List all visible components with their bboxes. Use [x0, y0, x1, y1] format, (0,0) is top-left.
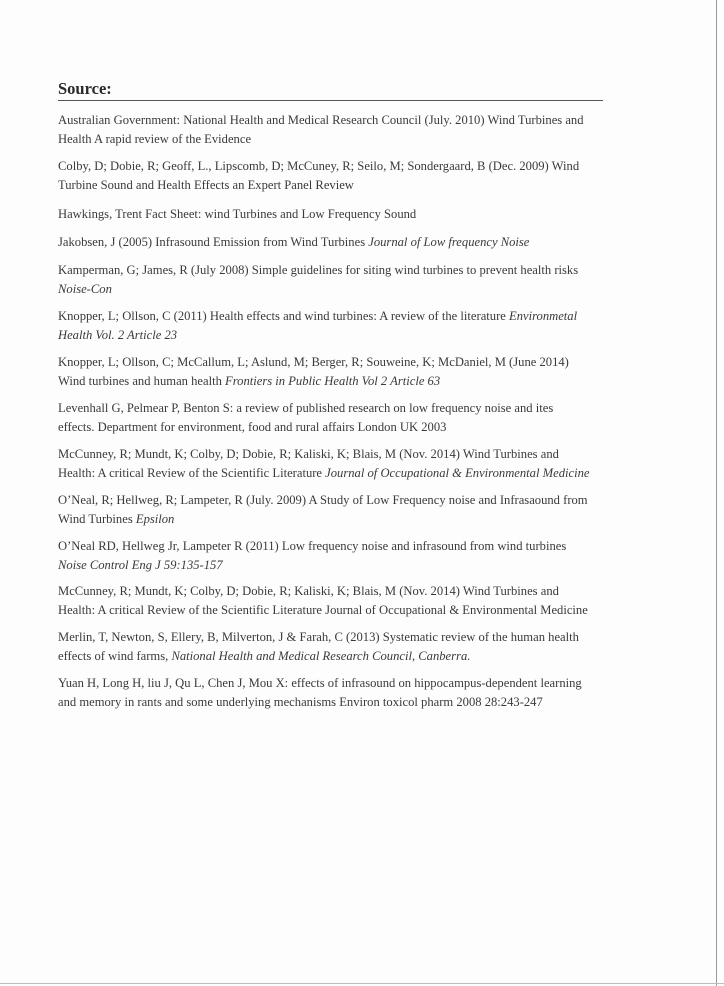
- reference-line: [58, 353, 569, 372]
- reference-line: [58, 372, 569, 391]
- reference-text: Jakobsen, J (2005) Infrasound Emission from Wind Turbines: [58, 235, 369, 249]
- reference-line: [58, 261, 578, 280]
- reference-entry: [58, 157, 579, 195]
- reference-entry: [58, 491, 588, 529]
- reference-line: [58, 399, 553, 418]
- reference-line: [58, 418, 553, 437]
- reference-text: McCunney, R; Mundt, K; Colby, D; Dobie, R; Kaliski, K; Blais, M (Nov. 2014) Wind Turbines and: [58, 447, 559, 461]
- reference-entry: [58, 628, 579, 666]
- reference-text: Wind turbines and human health: [58, 374, 226, 388]
- reference-text: and memory in rants and some underlying mechanisms Environ toxicol pharm 2008 28:243-247: [58, 695, 543, 709]
- reference-text: Health: A critical Review of the Scientific Literature Journal of Occupational & Environmental Medicine: [58, 603, 588, 617]
- reference-text: Knopper, L; Ollson, C (2011) Health effects and wind turbines: A review of the literature: [58, 309, 510, 323]
- reference-entry: [58, 674, 582, 712]
- reference-entry: [58, 399, 553, 437]
- reference-line: [58, 445, 589, 464]
- reference-line: [58, 556, 566, 575]
- reference-line: [58, 157, 579, 176]
- reference-source-italic: Epsilon: [135, 512, 175, 526]
- reference-line: [58, 280, 578, 299]
- reference-line: [58, 111, 584, 130]
- reference-text: Wind Turbines: [58, 512, 136, 526]
- reference-entry: [58, 261, 578, 299]
- reference-text: Merlin, T, Newton, S, Ellery, B, Milverton, J & Farah, C (2013) Systematic review of the human health: [58, 630, 579, 644]
- reference-line: [58, 326, 577, 345]
- reference-line: [58, 205, 416, 224]
- reference-source-italic: Journal of Low frequency Noise: [368, 235, 530, 249]
- reference-text: effects of wind farms,: [58, 649, 172, 663]
- reference-entry: [58, 233, 529, 252]
- reference-text: O’Neal, R; Hellweg, R; Lampeter, R (July. 2009) A Study of Low Frequency noise and Infrasaound from: [58, 493, 588, 507]
- reference-text: O’Neal RD, Hellweg Jr, Lampeter R (2011) Low frequency noise and infrasound from wind turbines: [58, 539, 567, 553]
- reference-text: Hawkings, Trent Fact Sheet: wind Turbines and Low Frequency Sound: [58, 207, 417, 221]
- reference-entry: [58, 537, 566, 575]
- reference-entry: [58, 307, 577, 345]
- reference-text: effects. Department for environment, food and rural affairs London UK 2003: [58, 420, 447, 434]
- reference-line: [58, 491, 588, 510]
- reference-text: Colby, D; Dobie, R; Geoff, L., Lipscomb, D; McCuney, R; Seilo, M; Sondergaard, B (Dec. 2009) Wind: [58, 159, 580, 173]
- reference-text: McCunney, R; Mundt, K; Colby, D; Dobie, R; Kaliski, K; Blais, M (Nov. 2014) Wind Turbines and: [58, 584, 559, 598]
- reference-text: Turbine Sound and Health Effects an Expert Panel Review: [58, 178, 354, 192]
- reference-line: [58, 582, 588, 601]
- reference-line: [58, 307, 577, 326]
- reference-line: [58, 628, 579, 647]
- reference-line: [58, 647, 579, 666]
- reference-entry: [58, 111, 584, 149]
- reference-line: [58, 464, 589, 483]
- reference-entry: [58, 205, 416, 224]
- reference-text: Yuan H, Long H, liu J, Qu L, Chen J, Mou X: effects of infrasound on hippocampus-dependent learning: [58, 676, 582, 690]
- reference-text: Knopper, L; Ollson, C; McCallum, L; Aslund, M; Berger, R; Souweine, K; McDaniel, M (June 2014): [58, 355, 569, 369]
- reference-text: Australian Government: National Health and Medical Research Council (July. 2010) Wind Turbines and: [58, 113, 584, 127]
- reference-entry: [58, 353, 569, 391]
- reference-line: [58, 601, 588, 620]
- heading-divider: [58, 100, 603, 101]
- reference-source-italic: Environmetal: [509, 309, 578, 323]
- reference-text: Health: A critical Review of the Scientific Literature: [58, 466, 326, 480]
- reference-line: [58, 537, 566, 556]
- reference-line: [58, 693, 582, 712]
- reference-line: [58, 674, 582, 693]
- reference-source-italic: Health Vol. 2 Article 23: [58, 328, 178, 342]
- reference-source-italic: Noise-Con: [58, 282, 112, 296]
- reference-source-italic: Frontiers in Public Health Vol 2 Article 63: [225, 374, 441, 388]
- reference-text: Levenhall G, Pelmear P, Benton S: a review of published research on low frequency noise and ites: [58, 401, 554, 415]
- reference-source-italic: Noise Control Eng J 59:135-157: [58, 558, 223, 572]
- page-edge-right: [716, 0, 717, 986]
- reference-source-italic: Journal of Occupational & Environmental Medicine: [325, 466, 590, 480]
- reference-source-italic: National Health and Medical Research Council, Canberra.: [171, 649, 471, 663]
- section-heading: Source:: [58, 79, 112, 98]
- reference-entry: [58, 582, 588, 620]
- reference-line: [58, 233, 529, 252]
- reference-line: [58, 510, 588, 529]
- reference-line: [58, 130, 584, 149]
- reference-text: Kamperman, G; James, R (July 2008) Simple guidelines for siting wind turbines to prevent health risks: [58, 263, 579, 277]
- reference-text: Health A rapid review of the Evidence: [58, 132, 252, 146]
- reference-line: [58, 176, 579, 195]
- page-edge-bottom: [0, 983, 724, 984]
- reference-entry: [58, 445, 589, 483]
